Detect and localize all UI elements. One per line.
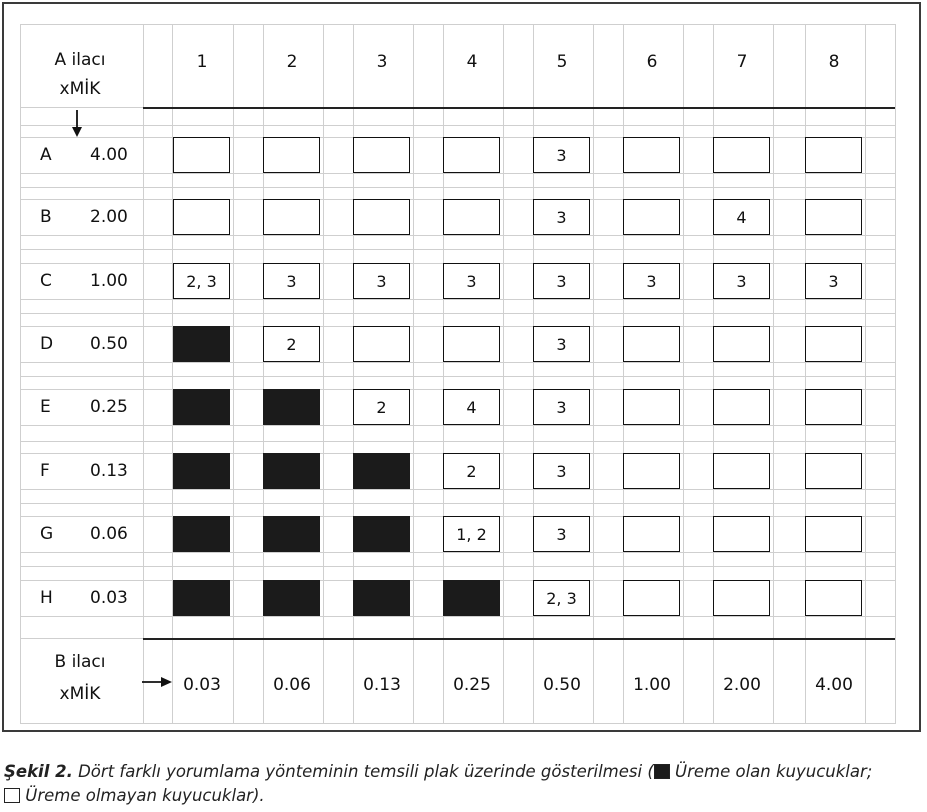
well-growth [173, 326, 230, 362]
well-no-growth: 3 [533, 326, 590, 362]
well-no-growth: 2, 3 [173, 263, 230, 299]
column-header: 7 [736, 52, 748, 72]
b-concentration: 0.06 [273, 675, 311, 695]
b-axis-arrow-icon [142, 675, 174, 689]
row-letter: A [40, 145, 52, 165]
well-growth [173, 516, 230, 552]
column-header: 2 [286, 52, 298, 72]
well-growth [353, 516, 410, 552]
empty-well-legend-icon [4, 788, 20, 803]
well-no-growth [623, 389, 680, 425]
row-a-concentration: 4.00 [90, 145, 128, 165]
well-no-growth [805, 326, 862, 362]
grid-line-vertical [533, 24, 534, 723]
row-letter: H [40, 588, 53, 608]
well-no-growth: 3 [533, 389, 590, 425]
grid-line-vertical [143, 24, 144, 723]
well-no-growth: 3 [263, 263, 320, 299]
well-no-growth: 3 [533, 199, 590, 235]
filled-well-legend-icon [654, 764, 670, 779]
column-header: 8 [828, 52, 840, 72]
grid-line-horizontal [20, 376, 896, 377]
b-axis-unit: xMİK [59, 684, 101, 704]
b-concentration: 0.50 [543, 675, 581, 695]
well-growth [353, 453, 410, 489]
grid-line-vertical [683, 24, 684, 723]
grid-line-horizontal [20, 299, 896, 300]
well-growth [173, 453, 230, 489]
well-no-growth [623, 137, 680, 173]
well-no-growth [713, 137, 770, 173]
well-no-growth: 2, 3 [533, 580, 590, 616]
grid-line-vertical [593, 24, 594, 723]
grid-line-vertical [773, 24, 774, 723]
grid-line-horizontal [20, 566, 896, 567]
row-letter: E [40, 397, 51, 417]
caption-empty-legend: Üreme olmayan kuyucuklar). [20, 786, 265, 805]
well-no-growth [805, 453, 862, 489]
well-no-growth [443, 137, 500, 173]
b-concentration: 0.13 [363, 675, 401, 695]
well-no-growth: 2 [443, 453, 500, 489]
well-no-growth [353, 199, 410, 235]
caption-filled-legend: Üreme olan kuyucuklar; [669, 762, 873, 781]
well-no-growth: 3 [533, 263, 590, 299]
row-letter: D [40, 334, 54, 354]
well-no-growth: 4 [443, 389, 500, 425]
figure-frame [2, 2, 921, 732]
well-growth [263, 516, 320, 552]
row-letter: B [40, 207, 52, 227]
a-axis-label: A ilacı [54, 50, 106, 70]
grid-line-vertical [623, 24, 624, 723]
well-growth [173, 580, 230, 616]
row-a-concentration: 1.00 [90, 271, 128, 291]
grid-line-horizontal [20, 425, 896, 426]
well-no-growth [805, 137, 862, 173]
grid-line-horizontal [20, 723, 896, 724]
row-a-concentration: 0.03 [90, 588, 128, 608]
row-a-concentration: 0.06 [90, 524, 128, 544]
a-axis-arrow-icon [70, 110, 84, 138]
well-no-growth [443, 199, 500, 235]
grid-line-vertical [20, 24, 21, 723]
row-letter: F [40, 461, 50, 481]
grid-line-vertical [713, 24, 714, 723]
bottom-rule [143, 638, 895, 640]
well-no-growth: 1, 2 [443, 516, 500, 552]
grid-line-horizontal [20, 24, 896, 25]
grid-line-horizontal [20, 489, 896, 490]
well-no-growth [805, 199, 862, 235]
well-no-growth: 4 [713, 199, 770, 235]
top-rule [143, 107, 895, 109]
well-growth [263, 453, 320, 489]
grid-line-vertical [323, 24, 324, 723]
caption-label: Şekil 2. [4, 762, 73, 781]
grid-line-horizontal [20, 552, 896, 553]
a-axis-unit: xMİK [59, 79, 101, 99]
grid-line-horizontal [20, 313, 896, 314]
grid-line-vertical [805, 24, 806, 723]
well-no-growth: 3 [713, 263, 770, 299]
well-no-growth [805, 580, 862, 616]
well-no-growth [623, 580, 680, 616]
grid-line-vertical [263, 24, 264, 723]
b-concentration: 0.03 [183, 675, 221, 695]
well-no-growth [353, 137, 410, 173]
grid-line-vertical [895, 24, 896, 723]
grid-line-horizontal [20, 362, 896, 363]
well-growth [353, 580, 410, 616]
b-concentration: 1.00 [633, 675, 671, 695]
well-no-growth [173, 137, 230, 173]
row-a-concentration: 0.25 [90, 397, 128, 417]
column-header: 6 [646, 52, 658, 72]
well-no-growth: 3 [805, 263, 862, 299]
well-no-growth [713, 389, 770, 425]
well-no-growth [263, 137, 320, 173]
well-no-growth [173, 199, 230, 235]
well-no-growth [623, 516, 680, 552]
column-header: 3 [376, 52, 388, 72]
column-header: 1 [196, 52, 208, 72]
grid-line-vertical [172, 24, 173, 723]
well-no-growth: 3 [533, 516, 590, 552]
well-growth [263, 389, 320, 425]
caption-text: Dört farklı yorumlama yönteminin temsili plak üzerinde gösterilmesi ( [72, 762, 654, 781]
well-no-growth [623, 199, 680, 235]
grid-line-vertical [503, 24, 504, 723]
well-no-growth: 2 [263, 326, 320, 362]
well-no-growth [713, 453, 770, 489]
well-no-growth: 3 [533, 453, 590, 489]
row-a-concentration: 0.50 [90, 334, 128, 354]
well-no-growth [623, 453, 680, 489]
well-no-growth [443, 326, 500, 362]
grid-line-vertical [233, 24, 234, 723]
b-concentration: 4.00 [815, 675, 853, 695]
b-axis-label: B ilacı [54, 652, 106, 672]
grid-line-horizontal [20, 616, 896, 617]
grid-line-horizontal [20, 235, 896, 236]
well-no-growth: 3 [623, 263, 680, 299]
row-a-concentration: 2.00 [90, 207, 128, 227]
grid-line-horizontal [20, 503, 896, 504]
well-no-growth [263, 199, 320, 235]
well-no-growth: 2 [353, 389, 410, 425]
b-concentration: 0.25 [453, 675, 491, 695]
grid-line-horizontal [20, 125, 896, 126]
well-no-growth: 3 [353, 263, 410, 299]
well-no-growth [623, 326, 680, 362]
column-header: 5 [556, 52, 568, 72]
column-header: 4 [466, 52, 478, 72]
row-letter: G [40, 524, 54, 544]
well-no-growth: 3 [443, 263, 500, 299]
grid-line-vertical [353, 24, 354, 723]
grid-line-horizontal [20, 249, 896, 250]
grid-line-horizontal [20, 187, 896, 188]
grid-line-horizontal [20, 441, 896, 442]
grid-line-vertical [413, 24, 414, 723]
well-growth [173, 389, 230, 425]
row-letter: C [40, 271, 52, 291]
well-no-growth [805, 389, 862, 425]
b-concentration: 2.00 [723, 675, 761, 695]
well-no-growth [713, 326, 770, 362]
figure-caption [4, 760, 919, 808]
well-growth [263, 580, 320, 616]
well-growth [443, 580, 500, 616]
well-no-growth: 3 [533, 137, 590, 173]
grid-line-horizontal [20, 173, 896, 174]
well-no-growth [713, 516, 770, 552]
well-no-growth [805, 516, 862, 552]
row-a-concentration: 0.13 [90, 461, 128, 481]
grid-line-vertical [865, 24, 866, 723]
grid-line-vertical [443, 24, 444, 723]
well-no-growth [713, 580, 770, 616]
well-no-growth [353, 326, 410, 362]
